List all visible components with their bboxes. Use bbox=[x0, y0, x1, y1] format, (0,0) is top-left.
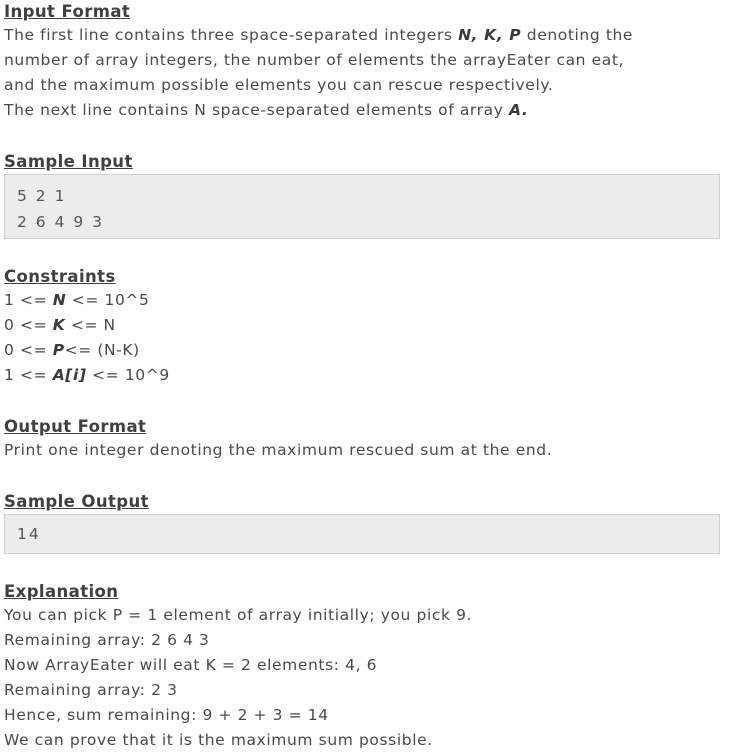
constraint-text: 1 <= bbox=[4, 291, 53, 309]
constraint-text: <= (N-K) bbox=[64, 341, 140, 359]
explanation-line: Remaining array: 2 6 4 3 bbox=[4, 631, 210, 649]
explanation-line: You can pick P = 1 element of array initially; you pick 9. bbox=[4, 606, 473, 624]
explanation-line: Now ArrayEater will eat K = 2 elements: 4, 6 bbox=[4, 656, 378, 674]
sample-output-value: 14 bbox=[17, 525, 41, 543]
input-format-text: denoting the bbox=[521, 26, 634, 44]
constraint-var: A[i] bbox=[52, 366, 87, 384]
constraint-n bbox=[4, 288, 720, 313]
constraint-var: N bbox=[52, 291, 67, 309]
constraint-text: 1 <= bbox=[4, 366, 53, 384]
explanation-line: Remaining array: 2 3 bbox=[4, 681, 178, 699]
sample-output-heading: Sample Output bbox=[4, 492, 149, 511]
constraints-section bbox=[4, 266, 720, 388]
constraint-var: P bbox=[52, 341, 65, 359]
output-format-line-1: Print one integer denoting the maximum rescued sum at the end. bbox=[4, 441, 553, 459]
explanation-line: Hence, sum remaining: 9 + 2 + 3 = 14 bbox=[4, 706, 329, 724]
sample-output-section bbox=[4, 491, 720, 554]
input-format-line-3: and the maximum possible elements you can rescue respectively. bbox=[4, 76, 554, 94]
constraint-text: <= 10^9 bbox=[86, 366, 170, 384]
output-format-heading: Output Format bbox=[4, 417, 147, 436]
constraints-heading: Constraints bbox=[4, 267, 116, 286]
sample-input-line: 5 2 1 bbox=[17, 187, 67, 205]
constraint-text: 0 <= bbox=[4, 341, 53, 359]
input-format-text: The next line contains N space-separated elements of array bbox=[4, 101, 509, 119]
input-format-array-var: A. bbox=[509, 101, 529, 119]
constraint-text: <= 10^5 bbox=[66, 291, 150, 309]
sample-input-line: 2 6 4 9 3 bbox=[17, 213, 105, 231]
constraint-p bbox=[4, 338, 720, 363]
input-format-line-4 bbox=[4, 98, 720, 123]
explanation-heading: Explanation bbox=[4, 582, 119, 601]
explanation-line: We can prove that it is the maximum sum possible. bbox=[4, 731, 433, 749]
input-format-heading: Input Format bbox=[4, 2, 131, 21]
constraint-text: 0 <= bbox=[4, 316, 53, 334]
explanation-section bbox=[4, 581, 720, 753]
sample-input-section bbox=[4, 151, 720, 239]
constraint-a bbox=[4, 363, 720, 388]
constraint-var: K bbox=[52, 316, 66, 334]
sample-output-box bbox=[4, 514, 720, 554]
sample-input-heading: Sample Input bbox=[4, 152, 133, 171]
constraint-text: <= N bbox=[65, 316, 116, 334]
sample-input-box bbox=[4, 174, 720, 239]
input-format-vars: N, K, P bbox=[458, 26, 522, 44]
constraint-k bbox=[4, 313, 720, 338]
input-format-text: The first line contains three space-separated integers bbox=[4, 26, 459, 44]
input-format-section bbox=[4, 1, 720, 123]
input-format-line-1 bbox=[4, 23, 720, 48]
input-format-line-2: number of array integers, the number of elements the arrayEater can eat, bbox=[4, 51, 625, 69]
output-format-section bbox=[4, 416, 720, 463]
